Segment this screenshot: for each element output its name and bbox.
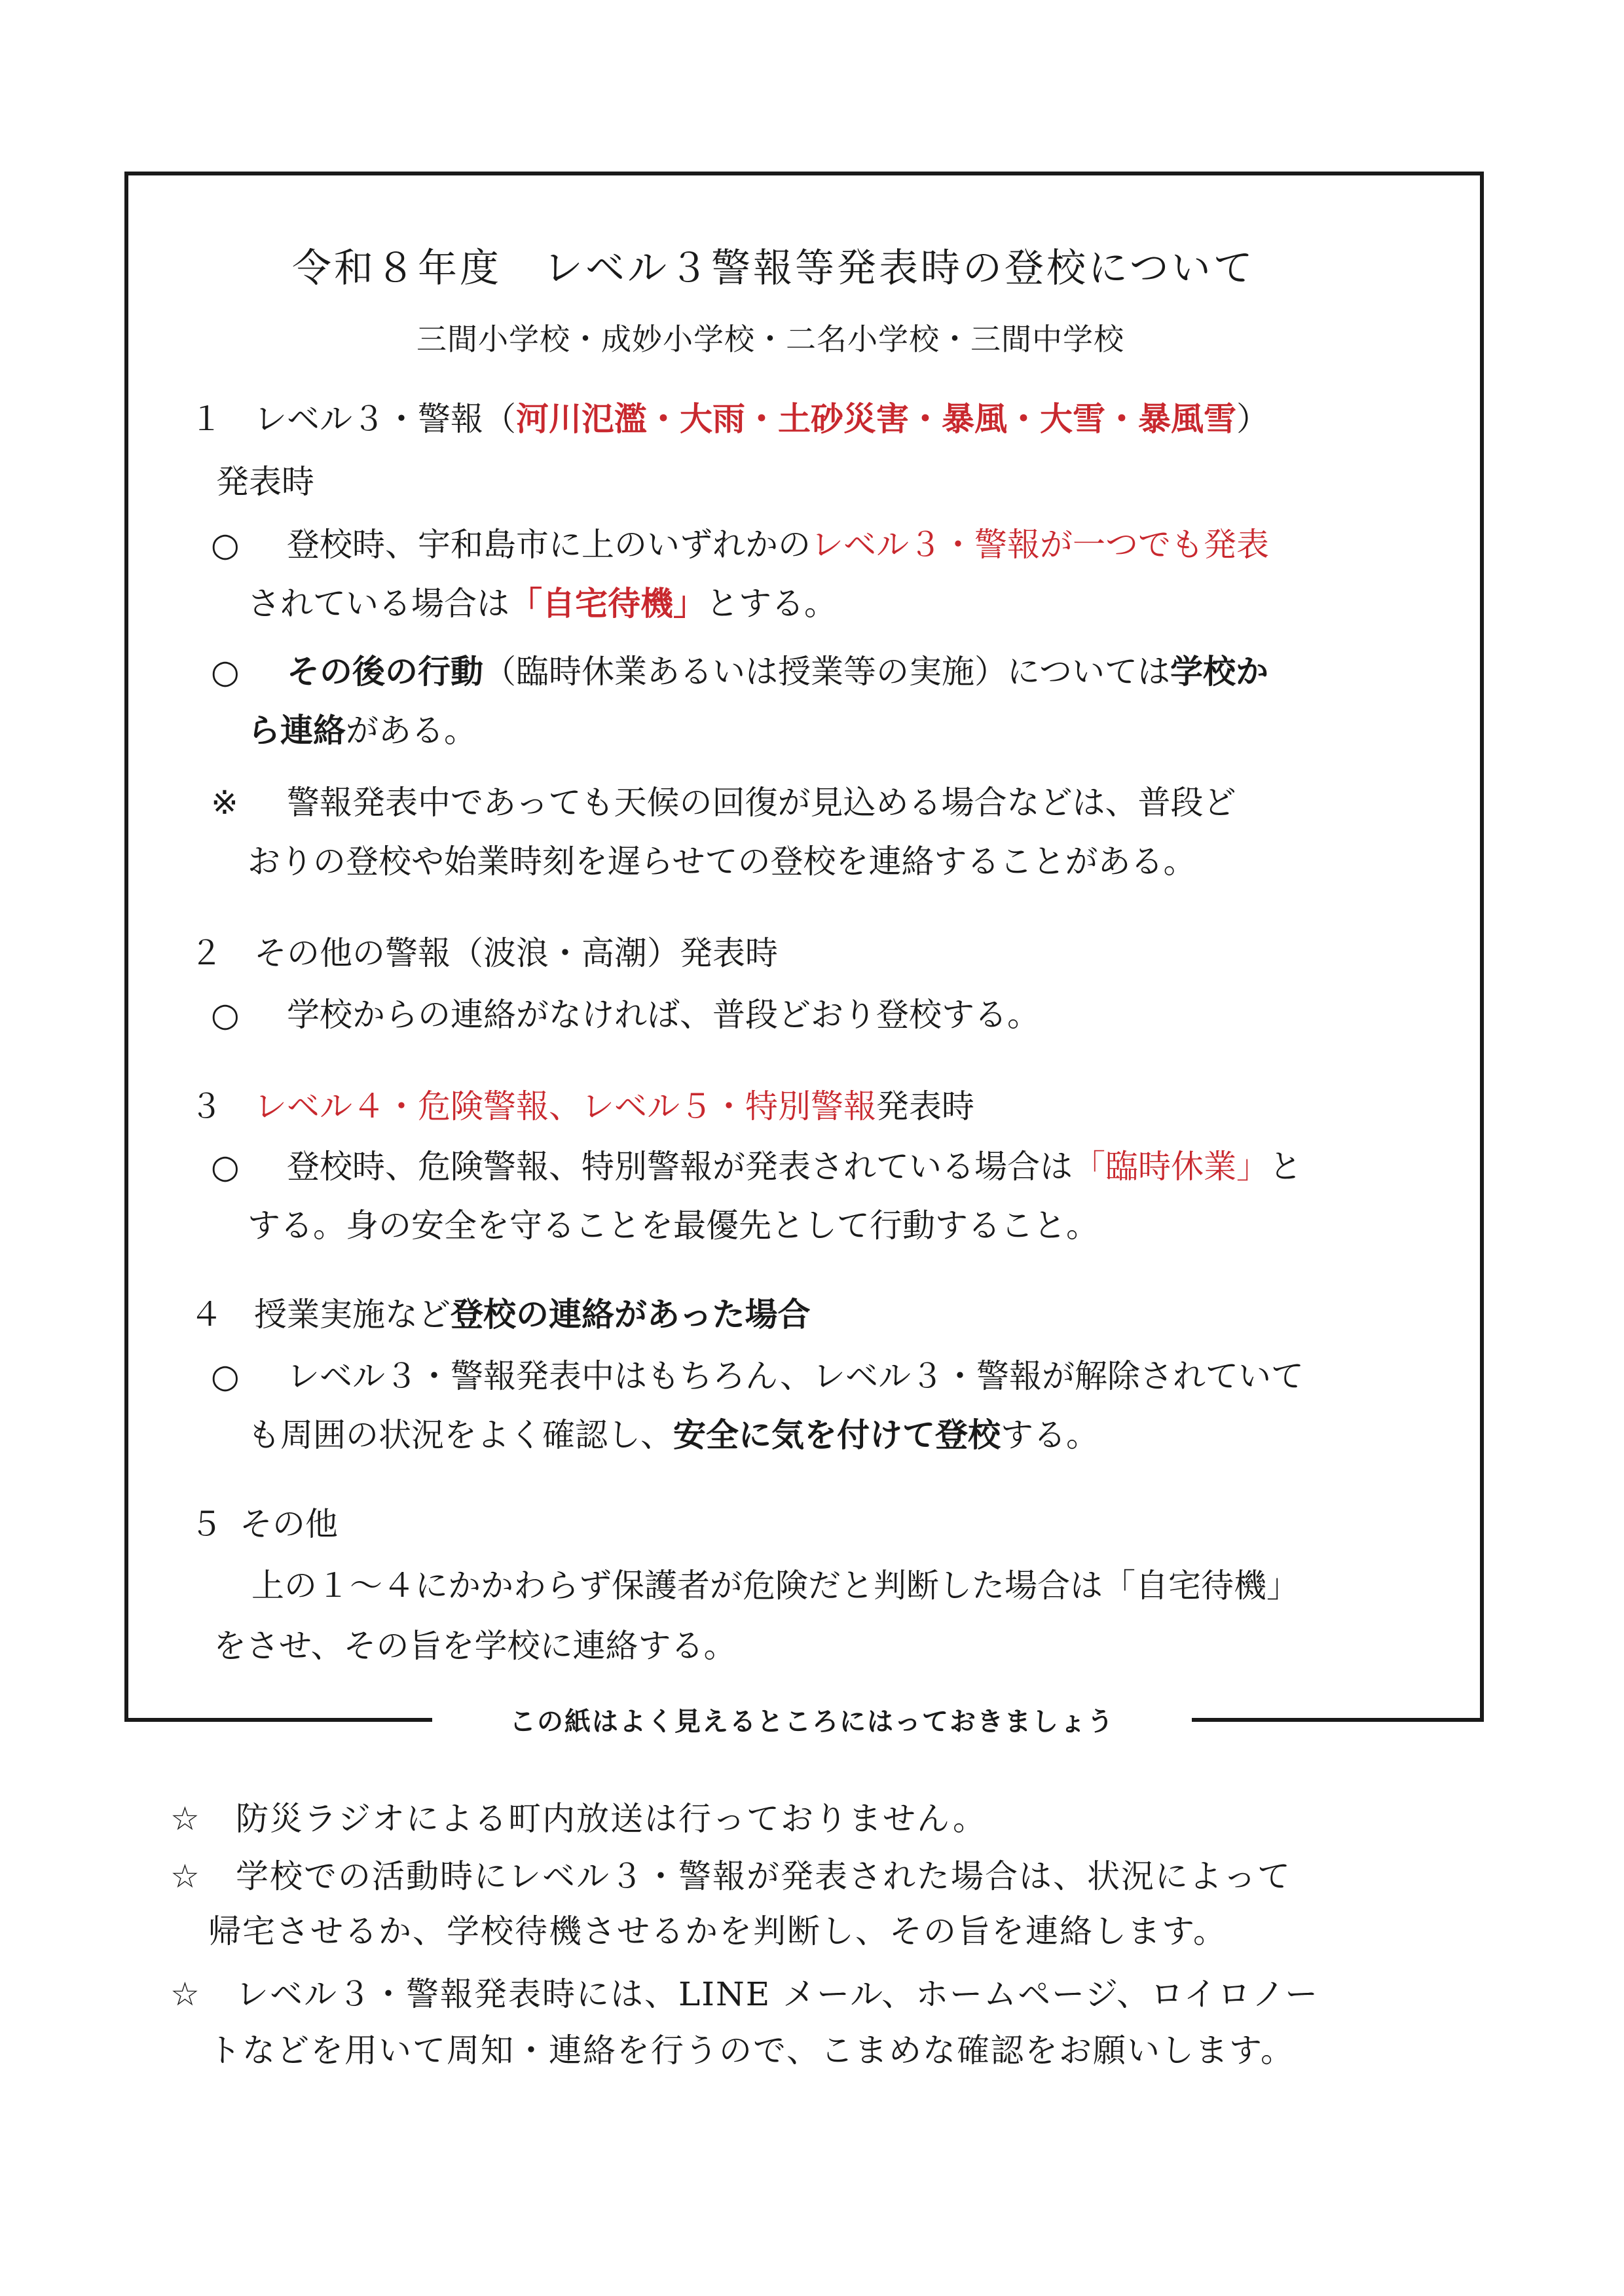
section1-item1-text2: されている場合は — [248, 585, 509, 623]
section1-item1-text3: とする。 — [706, 585, 837, 623]
circle-bullet: ○ — [211, 1357, 240, 1395]
section1-note-text: 警報発表中であっても天候の回復が見込める場合などは、普段ど — [287, 784, 1236, 822]
section4-heading-text: 授業実施など — [254, 1296, 451, 1334]
section5-line1: 上の１～４にかかわらず保護者が危険だと判断した場合は「自宅待機」 — [251, 1567, 1299, 1605]
section1-note-line2: おりの登校や始業時刻を遅らせての登校を連絡することがある。 — [248, 843, 1196, 881]
section1-number: １ — [190, 400, 223, 438]
star-icon: ☆ — [170, 1800, 201, 1838]
circle-bullet: ○ — [211, 1148, 240, 1186]
footer-note1-text: 防災ラジオによる町内放送は行っておりません。 — [236, 1800, 987, 1838]
section1-item1-text: 登校時、宇和島市に上のいずれかの — [287, 526, 811, 564]
section2-heading-text: その他の警報（波浪・高潮）発表時 — [254, 934, 778, 972]
section4-heading — [190, 1295, 811, 1334]
section2-heading — [190, 934, 778, 973]
section1-item2-text: （臨時休業あるいは授業等の実施）については — [483, 653, 1170, 691]
circle-bullet: ○ — [211, 526, 240, 564]
section1-heading-cont: 発表時 — [216, 463, 314, 501]
section5-heading-text: その他 — [240, 1505, 338, 1543]
section4-heading-bold: 登校の連絡があった場合 — [451, 1296, 811, 1334]
section3-item-text: 登校時、危険警報、特別警報が発表されている場合は — [287, 1148, 1073, 1186]
section5-number: ５ — [190, 1505, 223, 1543]
section1-heading-close: ） — [1236, 400, 1269, 438]
section1-item2-bold: その後の行動 — [287, 653, 483, 691]
section1-item2-bold2: 学校か — [1170, 653, 1268, 691]
section3-heading-red: レベル４・危険警報、レベル５・特別警報 — [254, 1087, 876, 1125]
section3-number: ３ — [190, 1087, 223, 1125]
section3-item-line1 — [211, 1147, 1302, 1186]
section1-item1-line1 — [211, 525, 1269, 564]
footer-note3-line2: トなどを用いて周知・連絡を行うので、こまめな確認をお願いします。 — [208, 2032, 1295, 2069]
circle-bullet: ○ — [211, 653, 240, 691]
section4-item-line2 — [248, 1415, 1099, 1455]
section2-item-text: 学校からの連絡がなければ、普段どおり登校する。 — [287, 996, 1040, 1034]
section1-item2-line1 — [211, 652, 1268, 691]
school-names: 三間小学校・成妙小学校・二名小学校・三間中学校 — [416, 321, 1124, 357]
section4-number: ４ — [190, 1296, 223, 1334]
section1-item1-line2 — [248, 584, 837, 623]
section1-home-standby: 「自宅待機」 — [509, 585, 706, 623]
section4-item-bold: 安全に気を付けて登校 — [673, 1416, 1001, 1454]
section3-temporary-closure: 「臨時休業」 — [1073, 1148, 1269, 1186]
circle-bullet: ○ — [211, 996, 240, 1034]
star-icon: ☆ — [170, 1975, 201, 2013]
frame-caption: この紙はよく見えるところにはっておきましょう — [432, 1700, 1192, 1744]
section2-item — [211, 995, 1040, 1034]
section5-heading — [190, 1504, 338, 1544]
section4-item-text3: する。 — [1001, 1416, 1099, 1454]
footer-note2-line2: 帰宅させるか、学校待機させるかを判断し、その旨を連絡します。 — [208, 1912, 1227, 1950]
section1-warning-types: 河川氾濫・大雨・土砂災害・暴風・大雪・暴風雪 — [516, 400, 1236, 438]
section3-item-text2: と — [1269, 1148, 1302, 1186]
section3-heading — [190, 1087, 974, 1126]
footer-note3-text: レベル３・警報発表時には、LINE メール、ホームページ、ロイロノー — [236, 1975, 1320, 2013]
section3-item-line2: する。身の安全を守ることを最優先として行動すること。 — [248, 1207, 1099, 1245]
footer-note2-line1 — [170, 1857, 1291, 1896]
section5-line2: をさせ、その旨を学校に連絡する。 — [213, 1627, 737, 1665]
footer-note1 — [170, 1799, 987, 1838]
page-title: 令和８年度 レベル３警報等発表時の登校について — [292, 246, 1255, 291]
section1-item2-bold3: ら連絡 — [248, 712, 346, 750]
section4-item-line1 — [211, 1357, 1304, 1396]
section1-heading-text: レベル３・警報（ — [254, 400, 516, 438]
section1-note-line1 — [211, 783, 1236, 822]
footer-note3-line1 — [170, 1975, 1319, 2014]
section4-item-text: レベル３・警報発表中はもちろん、レベル３・警報が解除されていて — [287, 1357, 1304, 1395]
section1-heading — [190, 399, 1269, 439]
section1-item2-text2: がある。 — [346, 712, 477, 750]
section1-item1-highlight: レベル３・警報が一つでも発表 — [811, 526, 1269, 564]
section3-heading-text: 発表時 — [876, 1087, 974, 1125]
reference-mark: ※ — [211, 784, 238, 822]
section1-item2-line2 — [248, 711, 477, 750]
section2-number: ２ — [190, 934, 223, 972]
star-icon: ☆ — [170, 1857, 201, 1895]
section4-item-text2: も周囲の状況をよく確認し、 — [248, 1416, 673, 1454]
footer-note2-text: 学校での活動時にレベル３・警報が発表された場合は、状況によって — [236, 1857, 1291, 1895]
